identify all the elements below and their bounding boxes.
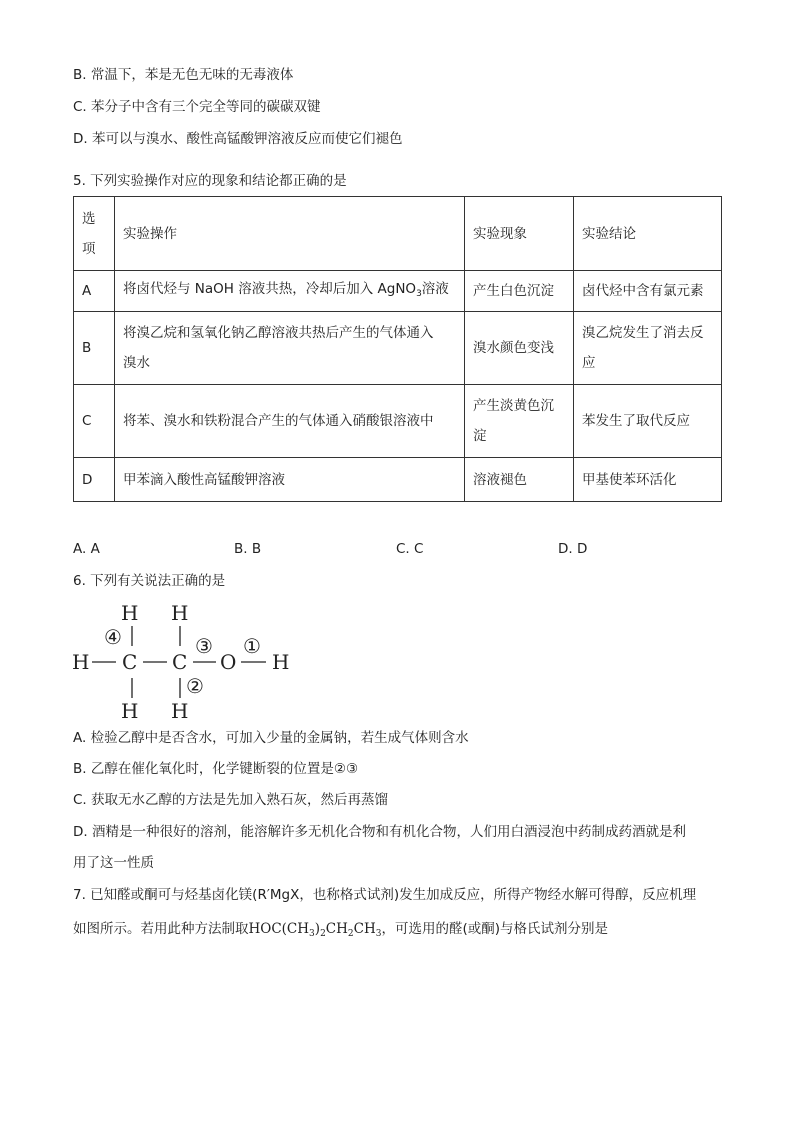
- q7-text-post: ，可选用的醛(或酮)与格氏试剂分别是: [381, 921, 609, 937]
- q6-option-b: B. 乙醇在催化氧化时，化学键断裂的位置是②③: [73, 761, 359, 777]
- table-row: [74, 385, 722, 458]
- formula-part: CH: [353, 921, 376, 937]
- row-phenomenon: 产生白色沉淀: [465, 271, 574, 312]
- atom-h-left: H: [72, 650, 90, 674]
- op-subscript: 3: [416, 288, 422, 299]
- atom-h-bottom-2: H: [171, 699, 189, 723]
- atom-c2: C: [172, 650, 188, 674]
- header-phenomenon: 实验现象: [465, 197, 574, 271]
- formula-sub: 3: [309, 929, 315, 939]
- row-phenomenon: [465, 385, 574, 458]
- row-phenomenon: 溴水颜色变浅: [465, 312, 574, 385]
- row-conclusion: [574, 312, 722, 385]
- formula-sub: 2: [347, 929, 354, 939]
- row-conclusion: 甲基使苯环活化: [574, 458, 722, 502]
- row-conclusion: 苯发生了取代反应: [574, 385, 722, 458]
- table-row: [74, 312, 722, 385]
- row-option: A: [74, 271, 115, 312]
- ethanol-structure: [66, 596, 306, 726]
- atom-h-right: H: [272, 650, 290, 674]
- choice-d: D. D: [558, 541, 588, 557]
- op-text-post: 溶液: [421, 280, 449, 297]
- q6-option-c: C. 获取无水乙醇的方法是先加入熟石灰，然后再蒸馏: [73, 792, 389, 808]
- row-operation: 甲苯滴入酸性高锰酸钾溶液: [115, 458, 465, 502]
- q6-stem: 6. 下列有关说法正确的是: [73, 573, 226, 589]
- header-option: [74, 197, 115, 271]
- q5-stem: 5. 下列实验操作对应的现象和结论都正确的是: [73, 173, 347, 189]
- table-row: [74, 271, 722, 312]
- choice-b: B. B: [234, 541, 262, 557]
- q7-line1: 7. 已知醛或酮可与烃基卤化镁(R′MgX，也称格式试剂)发生加成反应，所得产物经水解可得醇，反应机理: [73, 887, 697, 903]
- q7-formula: [249, 921, 382, 937]
- row-phenomenon: 溶液褪色: [465, 458, 574, 502]
- row-option: D: [74, 458, 115, 502]
- q7-line2: [73, 919, 608, 944]
- choice-a: A. A: [73, 541, 100, 557]
- formula-sub: 2: [320, 929, 326, 939]
- formula-part: HOC(CH: [248, 921, 310, 937]
- choice-c: C. C: [396, 541, 424, 557]
- phen-text: 产生淡黄色沉淀: [473, 398, 554, 444]
- atom-h-top-1: H: [121, 601, 139, 625]
- row-operation: [115, 271, 465, 312]
- header-option-text: 选项: [82, 210, 96, 257]
- experiment-table: [73, 196, 722, 502]
- formula-sub: 3: [375, 929, 382, 939]
- marker-2: ②: [186, 674, 204, 698]
- atom-o: O: [220, 650, 237, 674]
- q6-option-a: A. 检验乙醇中是否含水，可加入少量的金属钠，若生成气体则含水: [73, 730, 469, 746]
- op-text: 将溴乙烷和氢氧化钠乙醇溶液共热后产生的气体通入溴水: [123, 325, 434, 371]
- q6-option-d-line1: D. 酒精是一种很好的溶剂，能溶解许多无机化合物和有机化合物，人们用白酒浸泡中药制成药酒就是利: [73, 824, 686, 840]
- concl-text: 溴乙烷发生了消去反应: [582, 325, 704, 371]
- q4-option-d: D. 苯可以与溴水、酸性高锰酸钾溶液反应而使它们褪色: [73, 131, 403, 147]
- header-operation: 实验操作: [115, 197, 465, 271]
- atom-h-top-2: H: [171, 601, 189, 625]
- table-row: [74, 458, 722, 502]
- formula-part: CH: [325, 921, 348, 937]
- formula-part: ): [314, 921, 321, 937]
- row-conclusion: 卤代烃中含有氯元素: [574, 271, 722, 312]
- row-option: B: [74, 312, 115, 385]
- row-operation: [115, 312, 465, 385]
- marker-4: ④: [104, 625, 122, 649]
- q4-option-b: B. 常温下，苯是无色无味的无毒液体: [73, 67, 294, 83]
- table-header-row: [74, 197, 722, 271]
- op-text-pre: 将卤代烃与 NaOH 溶液共热，冷却后加入 AgNO: [123, 280, 417, 297]
- q4-option-c: C. 苯分子中含有三个完全等同的碳碳双键: [73, 99, 321, 115]
- q7-text-pre: 如图所示。若用此种方法制取: [73, 921, 249, 937]
- marker-1: ①: [243, 634, 261, 658]
- atom-c1: C: [122, 650, 138, 674]
- atom-h-bottom-1: H: [121, 699, 139, 723]
- marker-3: ③: [195, 634, 213, 658]
- header-conclusion: 实验结论: [574, 197, 722, 271]
- row-operation: 将苯、溴水和铁粉混合产生的气体通入硝酸银溶液中: [115, 385, 465, 458]
- row-option: C: [74, 385, 115, 458]
- q6-option-d-line2: 用了这一性质: [73, 855, 154, 871]
